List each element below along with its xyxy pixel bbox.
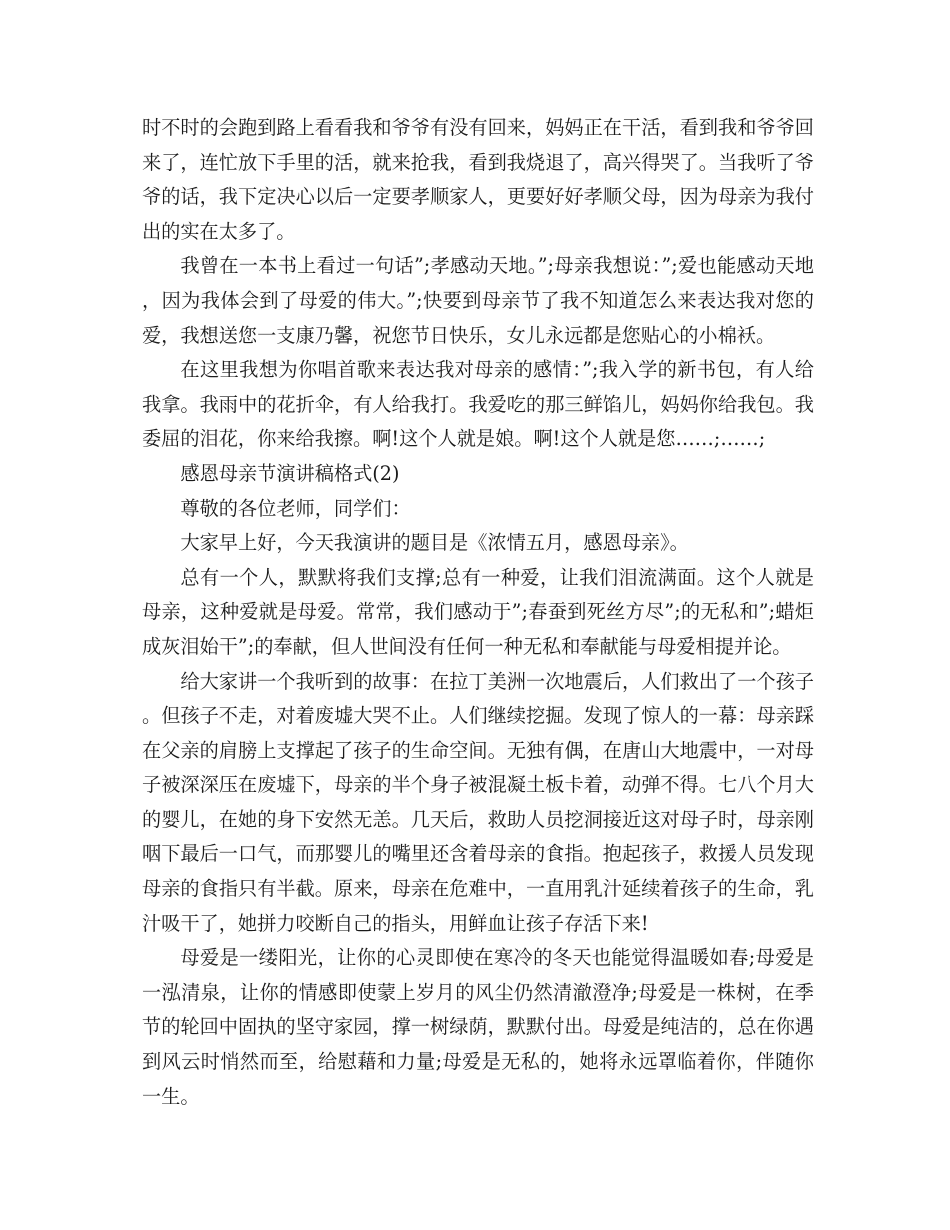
salutation: 尊敬的各位老师，同学们： — [180, 496, 411, 520]
paragraph: 大家早上好，今天我演讲的题目是《浓情五月，感恩母亲》。 — [180, 531, 689, 555]
paragraph: 总有一个人，默默将我们支撑;总有一种爱，让我们泪流满面。这个人就是母亲，这种爱就是母爱。常常，我们感动于”;春蚕到死丝方尽”;的无私和”;蜡炬成灰泪始干”;的奉献，但人世间没有任何一种无私和奉献能与母爱相提并论。 — [142, 565, 814, 658]
paragraph: 我曾在一本书上看过一句话”;孝感动天地。”;母亲我想说：”;爱也能感动天地，因为我体会到了母爱的伟大。”;快要到母亲节了我不知道怎么来表达我对您的爱，我想送您一支康乃馨，祝您节日快乐，女儿永远都是您贴心的小棉袄。 — [142, 254, 814, 347]
section-heading: 感恩母亲节演讲稿格式(2) — [180, 461, 400, 485]
document-body — [142, 111, 814, 1114]
paragraph: 给大家讲一个我听到的故事：在拉丁美洲一次地震后，人们救出了一个孩子。但孩子不走，对着废墟大哭不止。人们继续挖掘。发现了惊人的一幕：母亲踩在父亲的肩膀上支撑起了孩子的生命空间。无独有偶，在唐山大地震中，一对母子被深深压在废墟下，母亲的半个身子被混凝土板卡着，动弹不得。七八个月大的婴儿，在她的身下安然无恙。几天后，救助人员挖洞接近这对母子时，母亲刚咽下最后一口气，而那婴儿的嘴里还含着母亲的食指。抱起孩子，救援人员发现母亲的食指只有半截。原来，母亲在危难中，一直用乳汁延续着孩子的生命，乳汁吸干了，她拼力咬断自己的指头，用鲜血让孩子存活下来! — [142, 669, 814, 935]
paragraph: 时不时的会跑到路上看看我和爷爷有没有回来，妈妈正在干活，看到我和爷爷回来了，连忙放下手里的活，就来抢我，看到我烧退了，高兴得哭了。当我听了爷爷的话，我下定决心以后一定要孝顺家人，更要好好孝顺父母，因为母亲为我付出的实在太多了。 — [142, 116, 814, 243]
paragraph: 在这里我想为你唱首歌来表达我对母亲的感情：”;我入学的新书包，有人给我拿。我雨中的花折伞，有人给我打。我爱吃的那三鲜馅儿，妈妈你给我包。我委屈的泪花，你来给我擦。啊!这个人就是娘。啊!这个人就是您……;……; — [142, 358, 814, 451]
paragraph: 母爱是一缕阳光，让你的心灵即使在寒冷的冬天也能觉得温暖如春;母爱是一泓清泉，让你的情感即使蒙上岁月的风尘仍然清澈澄净;母爱是一株树，在季节的轮回中固执的坚守家园，撑一树绿荫，默默付出。母爱是纯洁的，总在你遇到风云时悄然而至，给慰藉和力量;母爱是无私的，她将永远罩临着你，伴随你一生。 — [142, 946, 814, 1108]
